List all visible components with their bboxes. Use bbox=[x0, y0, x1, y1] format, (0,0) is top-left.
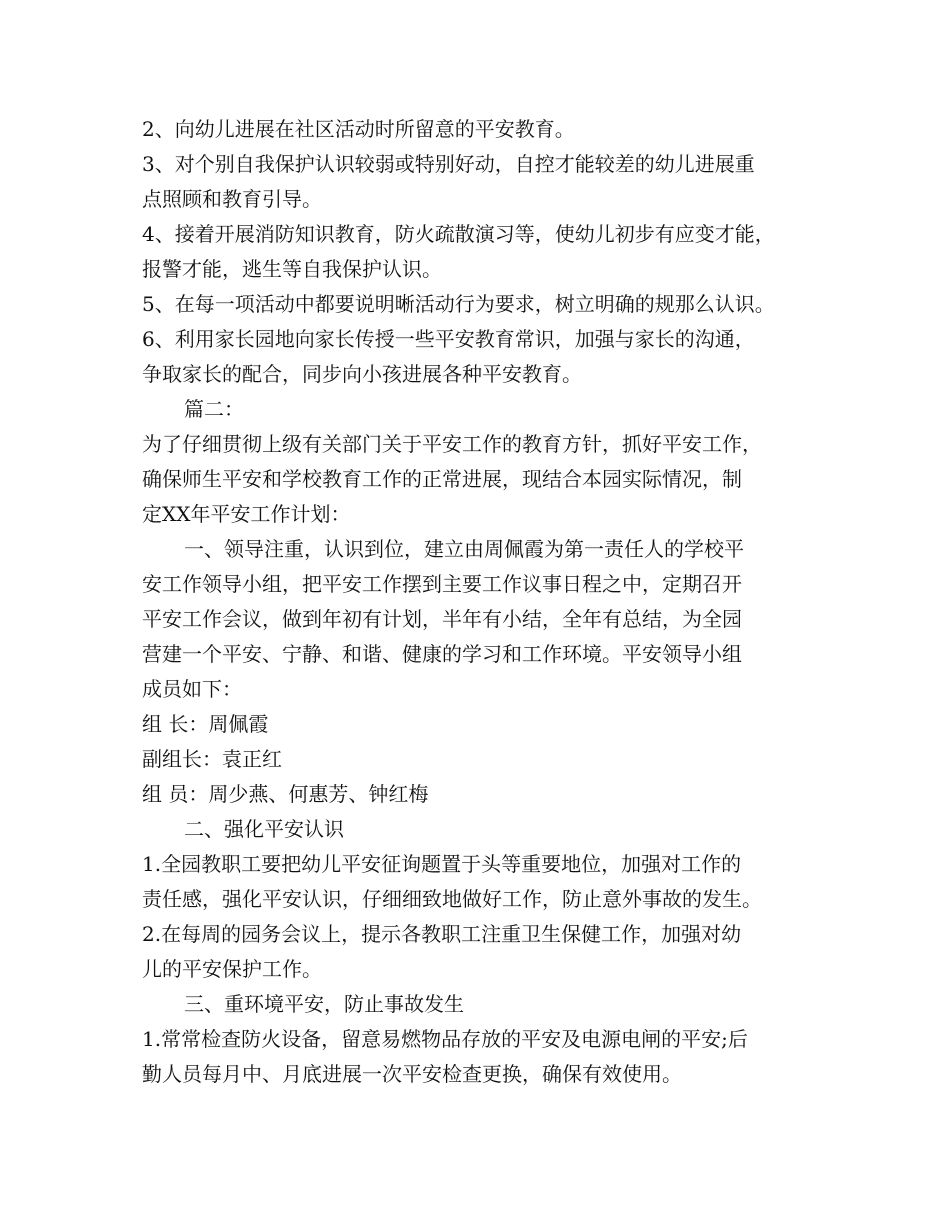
text-line-12: 定XX年平安工作计划： bbox=[142, 502, 351, 526]
section-heading-three: 三、重环境平安，防止事故发生 bbox=[184, 992, 464, 1016]
text-line-22: 1.全园教职工要把幼儿平安征询题置于头等重要地位，加强对工作的 bbox=[142, 852, 742, 876]
text-line-24: 2.在每周的园务会议上，提示各教职工注重卫生保健工作，加强对幼 bbox=[142, 922, 742, 946]
text-line-6: 5、在每一项活动中都要说明晰活动行为要求，树立明确的规那么认识。 bbox=[142, 292, 775, 316]
section-heading-two: 二、强化平安认识 bbox=[184, 817, 344, 841]
text-line-16: 营建一个平安、宁静、和谐、健康的学习和工作环境。平安领导小组 bbox=[142, 642, 742, 666]
text-line-14: 安工作领导小组，把平安工作摆到主要工作议事日程之中，定期召开 bbox=[142, 572, 742, 596]
text-line-4: 4、接着开展消防知识教育，防火疏散演习等，使幼儿初步有应变才能， bbox=[142, 222, 775, 246]
group-members-line: 组 员：周少燕、何惠芳、钟红梅 bbox=[142, 782, 429, 806]
text-line-7: 6、利用家长园地向家长传授一些平安教育常识，加强与家长的沟通， bbox=[142, 327, 755, 351]
text-line-1: 2、向幼儿进展在社区活动时所留意的平安教育。 bbox=[142, 117, 575, 141]
text-line-25: 儿的平安保护工作。 bbox=[142, 957, 322, 981]
group-leader-line: 组 长：周佩霞 bbox=[142, 712, 269, 736]
text-line-23: 责任感，强化平安认识，仔细细致地做好工作，防止意外事故的发生。 bbox=[142, 887, 762, 911]
text-line-11: 确保师生平安和学校教育工作的正常进展，现结合本园实际情况，制 bbox=[142, 467, 742, 491]
deputy-leader-line: 副组长：袁正红 bbox=[142, 747, 282, 771]
text-line-3: 点照顾和教育引导。 bbox=[142, 187, 322, 211]
text-line-10: 为了仔细贯彻上级有关部门关于平安工作的教育方针，抓好平安工作， bbox=[142, 432, 762, 456]
section-heading-part-two: 篇二： bbox=[184, 397, 244, 421]
text-line-27: 1.常常检查防火设备，留意易燃物品存放的平安及电源电闸的平安;后 bbox=[142, 1027, 748, 1051]
text-line-8: 争取家长的配合，同步向小孩进展各种平安教育。 bbox=[142, 362, 582, 386]
text-line-28: 勤人员每月中、月底进展一次平安检查更换，确保有效使用。 bbox=[142, 1062, 682, 1086]
text-line-15: 平安工作会议，做到年初有计划，半年有小结，全年有总结，为全园 bbox=[142, 607, 742, 631]
text-line-13: 一、领导注重，认识到位，建立由周佩霞为第一责任人的学校平 bbox=[184, 537, 744, 561]
text-line-17: 成员如下： bbox=[142, 677, 242, 701]
text-line-5: 报警才能，逃生等自我保护认识。 bbox=[142, 257, 442, 281]
text-line-2: 3、对个别自我保护认识较弱或特别好动，自控才能较差的幼儿进展重 bbox=[142, 152, 755, 176]
